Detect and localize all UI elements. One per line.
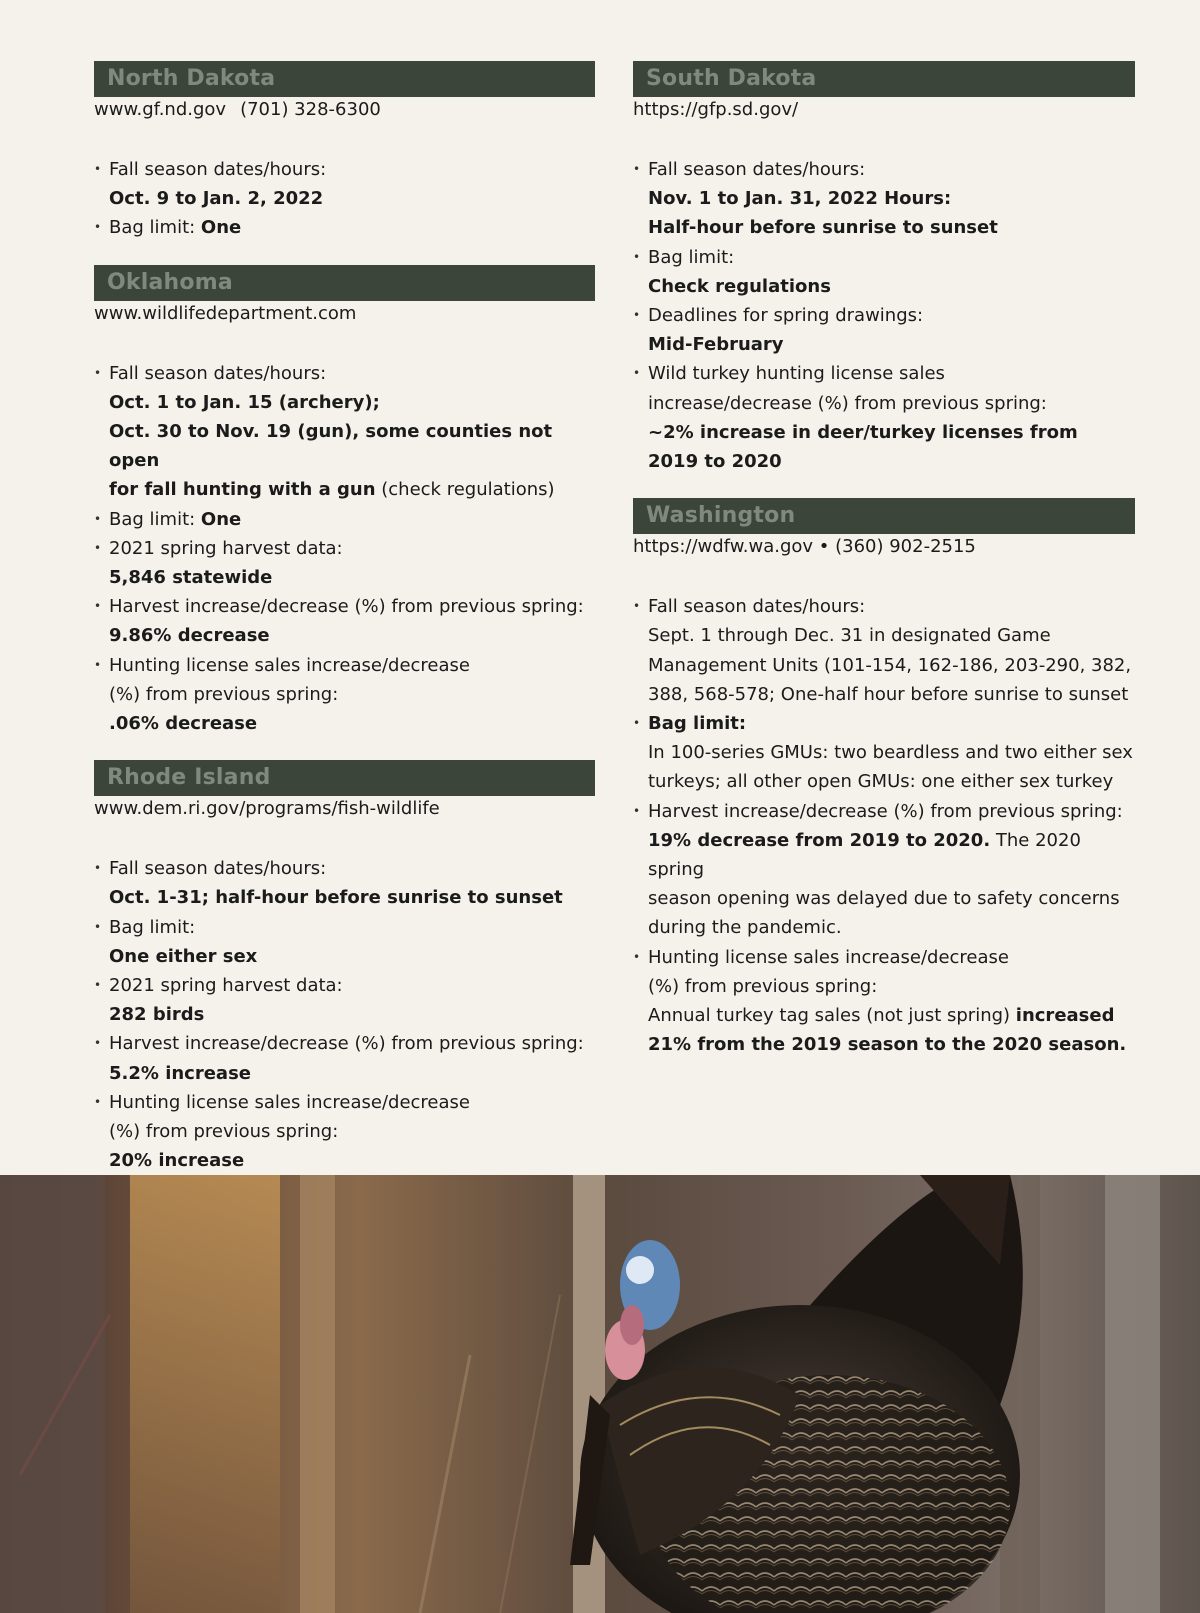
fall-season-value: Oct. 1-31; half-hour before sunrise to sunset bbox=[109, 887, 563, 909]
fall-season-label: • Fall season dates/hours: bbox=[109, 858, 327, 880]
contact-line bbox=[94, 97, 595, 155]
list-item bbox=[94, 1088, 595, 1176]
license-label: • Hunting license sales increase/decrease bbox=[109, 654, 470, 676]
bag-limit-value: One bbox=[200, 217, 242, 239]
fall-season-value: Management Units (101-154, 162-186, 203-290, 382, bbox=[648, 654, 1132, 676]
oklahoma-section bbox=[94, 265, 595, 739]
license-value: ~2% increase in deer/turkey licenses from bbox=[648, 421, 1078, 443]
list-item bbox=[94, 534, 595, 592]
bag-limit-label: • Bag limit: bbox=[648, 246, 735, 268]
website-link[interactable]: https://gfp.sd.gov/ bbox=[633, 99, 799, 120]
harvest-change-note: during the pandemic. bbox=[648, 917, 842, 939]
list-item bbox=[94, 1029, 595, 1087]
list-item bbox=[94, 651, 595, 739]
license-value: 2019 to 2020 bbox=[648, 451, 782, 473]
website-and-phone[interactable]: https://wdfw.wa.gov • (360) 902-2515 bbox=[633, 536, 976, 558]
bag-limit-value: Check regulations bbox=[648, 275, 831, 297]
harvest-value: 5,846 statewide bbox=[109, 567, 273, 589]
phone-number: (701) 328-6300 bbox=[240, 99, 381, 120]
fall-season-label: • Fall season dates/hours: bbox=[648, 596, 866, 618]
bag-limit-label: Bag limit: bbox=[109, 508, 201, 530]
license-value: increased bbox=[1015, 1005, 1115, 1027]
list-item bbox=[94, 155, 595, 213]
license-label: • Hunting license sales increase/decrease bbox=[648, 946, 1009, 968]
fall-season-value: Sept. 1 through Dec. 31 in designated Game bbox=[648, 625, 1051, 647]
rhode-island-section bbox=[94, 760, 595, 1175]
turkey-photo bbox=[0, 1175, 1200, 1613]
state-header-rhode-island: Rhode Island bbox=[94, 760, 595, 796]
license-label: (%) from previous spring: bbox=[648, 975, 878, 997]
license-label: • Wild turkey hunting license sales bbox=[648, 363, 945, 385]
list-item bbox=[633, 301, 1135, 359]
fall-season-value: Oct. 30 to Nov. 19 (gun), some counties not open bbox=[109, 421, 553, 472]
license-label: • Hunting license sales increase/decrease bbox=[109, 1091, 470, 1113]
contact-line bbox=[94, 796, 595, 854]
list-item bbox=[94, 854, 595, 912]
info-list bbox=[633, 155, 1135, 476]
fall-season-value: Half-hour before sunrise to sunset bbox=[648, 217, 998, 239]
list-item bbox=[94, 971, 595, 1029]
harvest-change-value: 5.2% increase bbox=[109, 1062, 251, 1084]
fall-season-value: 388, 568-578; One-half hour before sunrise to sunset bbox=[648, 683, 1129, 705]
harvest-label: • 2021 spring harvest data: bbox=[109, 537, 343, 559]
info-list bbox=[94, 854, 595, 1175]
bag-limit-label: • Bag limit: bbox=[109, 916, 196, 938]
fall-season-label: • Fall season dates/hours: bbox=[109, 159, 327, 180]
fall-season-value: Oct. 1 to Jan. 15 (archery); bbox=[109, 391, 380, 413]
list-item bbox=[633, 155, 1135, 243]
website-link[interactable]: www.dem.ri.gov/programs/fish-wildlife bbox=[94, 798, 440, 820]
deadline-value: Mid-February bbox=[648, 334, 784, 356]
license-label: (%) from previous spring: bbox=[109, 683, 339, 705]
license-value: Annual turkey tag sales (not just spring) bbox=[648, 1005, 1016, 1027]
website-link[interactable]: www.wildlifedepartment.com bbox=[94, 302, 357, 324]
license-value: 20% increase bbox=[109, 1150, 245, 1172]
info-list bbox=[633, 592, 1135, 1059]
list-item bbox=[94, 592, 595, 650]
list-item bbox=[94, 913, 595, 971]
deadline-label: • Deadlines for spring drawings: bbox=[648, 305, 924, 327]
contact-line bbox=[94, 301, 595, 359]
fall-season-value: for fall hunting with a gun bbox=[109, 479, 376, 501]
bag-limit-value: In 100-series GMUs: two beardless and two either sex bbox=[648, 742, 1133, 764]
bag-limit-value: One bbox=[200, 508, 242, 530]
list-item bbox=[633, 797, 1135, 943]
license-value: 21% from the 2019 season to the 2020 season. bbox=[648, 1034, 1127, 1056]
list-item bbox=[633, 709, 1135, 797]
bag-limit-label: • Bag limit: bbox=[648, 713, 747, 735]
list-item bbox=[633, 243, 1135, 301]
fall-season-value: Oct. 9 to Jan. 2, 2022 bbox=[109, 188, 324, 210]
license-value: .06% decrease bbox=[109, 713, 258, 735]
contact-line bbox=[633, 97, 1135, 155]
license-label: increase/decrease (%) from previous spring: bbox=[648, 392, 1047, 414]
list-item bbox=[94, 213, 595, 242]
contact-line bbox=[633, 534, 1135, 592]
info-list bbox=[94, 359, 595, 739]
harvest-change-note: season opening was delayed due to safety concerns bbox=[648, 888, 1120, 910]
license-label: (%) from previous spring: bbox=[109, 1121, 339, 1143]
list-item bbox=[633, 592, 1135, 709]
fall-season-label: • Fall season dates/hours: bbox=[648, 159, 866, 180]
list-item bbox=[94, 505, 595, 534]
harvest-value: 282 birds bbox=[109, 1004, 205, 1026]
list-item bbox=[633, 359, 1135, 476]
turkey-photo-illustration bbox=[0, 1175, 1200, 1613]
list-item bbox=[633, 943, 1135, 1060]
state-header-north-dakota: North Dakota bbox=[94, 61, 595, 97]
harvest-label: • 2021 spring harvest data: bbox=[109, 975, 343, 997]
bag-limit-label: Bag limit: bbox=[109, 217, 201, 239]
harvest-change-label: • Harvest increase/decrease (%) from previous spring: bbox=[109, 1033, 584, 1055]
harvest-change-label: • Harvest increase/decrease (%) from previous spring: bbox=[109, 596, 584, 618]
right-column bbox=[633, 61, 1135, 1081]
south-dakota-section bbox=[633, 61, 1135, 476]
state-header-washington: Washington bbox=[633, 498, 1135, 534]
fall-season-note: (check regulations) bbox=[375, 479, 555, 501]
bag-limit-value: turkeys; all other open GMUs: one either sex turkey bbox=[648, 771, 1114, 793]
info-list bbox=[94, 155, 595, 243]
list-item bbox=[94, 359, 595, 505]
north-dakota-section bbox=[94, 61, 595, 243]
fall-season-value: Nov. 1 to Jan. 31, 2022 Hours: bbox=[648, 188, 952, 210]
website-link[interactable]: www.gf.nd.gov bbox=[94, 99, 227, 120]
state-header-south-dakota: South Dakota bbox=[633, 61, 1135, 97]
fall-season-label: • Fall season dates/hours: bbox=[109, 362, 327, 384]
bag-limit-value: One either sex bbox=[109, 945, 258, 967]
state-header-oklahoma: Oklahoma bbox=[94, 265, 595, 301]
harvest-change-value: 9.86% decrease bbox=[109, 625, 270, 647]
left-column bbox=[94, 61, 595, 1197]
washington-section bbox=[633, 498, 1135, 1059]
harvest-change-note: The 2020 spring bbox=[648, 829, 1081, 881]
harvest-change-label: • Harvest increase/decrease (%) from previous spring: bbox=[648, 800, 1123, 822]
harvest-change-value: 19% decrease from 2019 to 2020. bbox=[648, 829, 991, 851]
